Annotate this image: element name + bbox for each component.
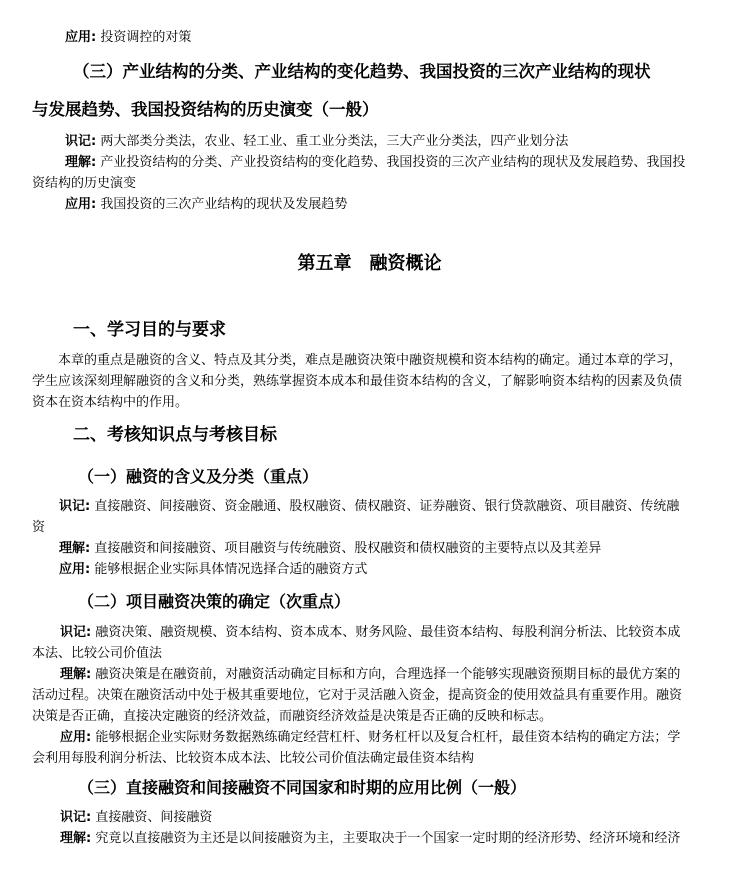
apply-line: [65, 195, 739, 215]
remember-label: 识记:: [59, 499, 91, 514]
apply-line: [65, 28, 739, 48]
understand-line: [60, 829, 739, 849]
remember-text: 两大部类分类法，农业、轻工业、重工业分类法，三大产业分类法，四产业划分法: [96, 134, 569, 149]
section-heading-k1: （一）融资的含义及分类（重点）: [78, 467, 319, 486]
understand-line-cont: 决策是否正确，直接决定融资的经济效益，而融资经济效益是决策是否正确的反映和标志。: [32, 709, 553, 724]
remember-line: [60, 623, 739, 643]
understand-label: 理解:: [60, 667, 92, 682]
understand-line-cont: 活动过程。决策在融资活动中处于极其重要地位，它对于灵活融入资金，提高资金的使用效益具有重要作用。融资: [32, 688, 683, 703]
part-heading-2: 二、考核知识点与考核目标: [73, 425, 277, 445]
understand-label: 理解:: [65, 155, 97, 170]
remember-line: [59, 497, 739, 517]
apply-text: 能够根据企业实际具体情况选择合适的融资方式: [90, 562, 368, 577]
understand-line: [59, 539, 739, 559]
section-heading-3-line2: 与发展趋势、我国投资结构的历史演变（一般）: [32, 100, 379, 119]
paragraph-line: 资本在资本结构中的作用。: [32, 395, 189, 410]
remember-text: 融资决策、融资规模、资本结构、资本成本、财务风险、最佳资本结构、每股利润分析法、比较资本成: [91, 625, 681, 640]
understand-text: 融资决策是在融资前，对融资活动确定目标和方向，合理选择一个能够实现融资预期目标的最优方案的: [91, 667, 681, 682]
understand-text: 直接融资和间接融资、项目融资与传统融资、股权融资和债权融资的主要特点以及其差异: [90, 541, 602, 556]
remember-text: 直接融资、间接融资、资金融通、股权融资、债权融资、证券融资、银行贷款融资、项目融资、传统融: [90, 499, 680, 514]
remember-line: [65, 132, 739, 152]
remember-label: 识记:: [60, 625, 92, 640]
understand-text: 产业投资结构的分类、产业投资结构的变化趋势、我国投资的三次产业结构的现状及发展趋势、我国投: [96, 155, 686, 170]
remember-line: [60, 808, 739, 828]
remember-label: 识记:: [60, 810, 92, 825]
understand-line-cont: 资结构的历史演变: [32, 176, 137, 191]
apply-text: 投资调控的对策: [96, 30, 192, 45]
apply-label: 应用:: [60, 730, 92, 745]
remember-line-cont: 资: [32, 520, 46, 535]
apply-line-cont: 会利用每股利润分析法、比较资本成本法、比较公司价值法确定最佳资本结构: [32, 751, 475, 766]
section-heading-3-line1: （三）产业结构的分类、产业结构的变化趋势、我国投资的三次产业结构的现状: [73, 62, 651, 81]
apply-line: [59, 560, 739, 580]
understand-text: 究竟以直接融资为主还是以间接融资为主，主要取决于一个国家一定时期的经济形势、经济环境和经济: [91, 831, 681, 846]
section-heading-k3: （三）直接融资和间接融资不同国家和时期的应用比例（一般）: [78, 778, 527, 797]
remember-line-cont: 本法、比较公司价值法: [32, 646, 163, 661]
understand-label: 理解:: [59, 541, 91, 556]
apply-text: 我国投资的三次产业结构的现状及发展趋势: [96, 197, 348, 212]
apply-label: 应用:: [65, 30, 97, 45]
understand-label: 理解:: [60, 831, 92, 846]
apply-text: 能够根据企业实际财务数据熟练确定经营杠杆、财务杠杆以及复合杠杆，最佳资本结构的确定方法；学: [91, 730, 681, 745]
understand-line: [60, 665, 739, 685]
section-heading-k2: （二）项目融资决策的确定（次重点）: [78, 592, 351, 611]
apply-line: [60, 728, 739, 748]
chapter-title: 第五章 融资概论: [297, 253, 442, 274]
understand-line: [65, 153, 739, 173]
part-heading-1: 一、学习目的与要求: [73, 320, 226, 340]
remember-text: 直接融资、间接融资: [91, 810, 213, 825]
paragraph-line: 学生应该深刻理解融资的含义和分类，熟练掌握资本成本和最佳资本结构的含义，了解影响资本结构的因素及负债: [32, 374, 683, 389]
apply-label: 应用:: [59, 562, 91, 577]
paragraph-line: 本章的重点是融资的含义、特点及其分类，难点是融资决策中融资规模和资本结构的确定。通过本章的学习，: [58, 353, 683, 368]
remember-label: 识记:: [65, 134, 97, 149]
apply-label: 应用:: [65, 197, 97, 212]
